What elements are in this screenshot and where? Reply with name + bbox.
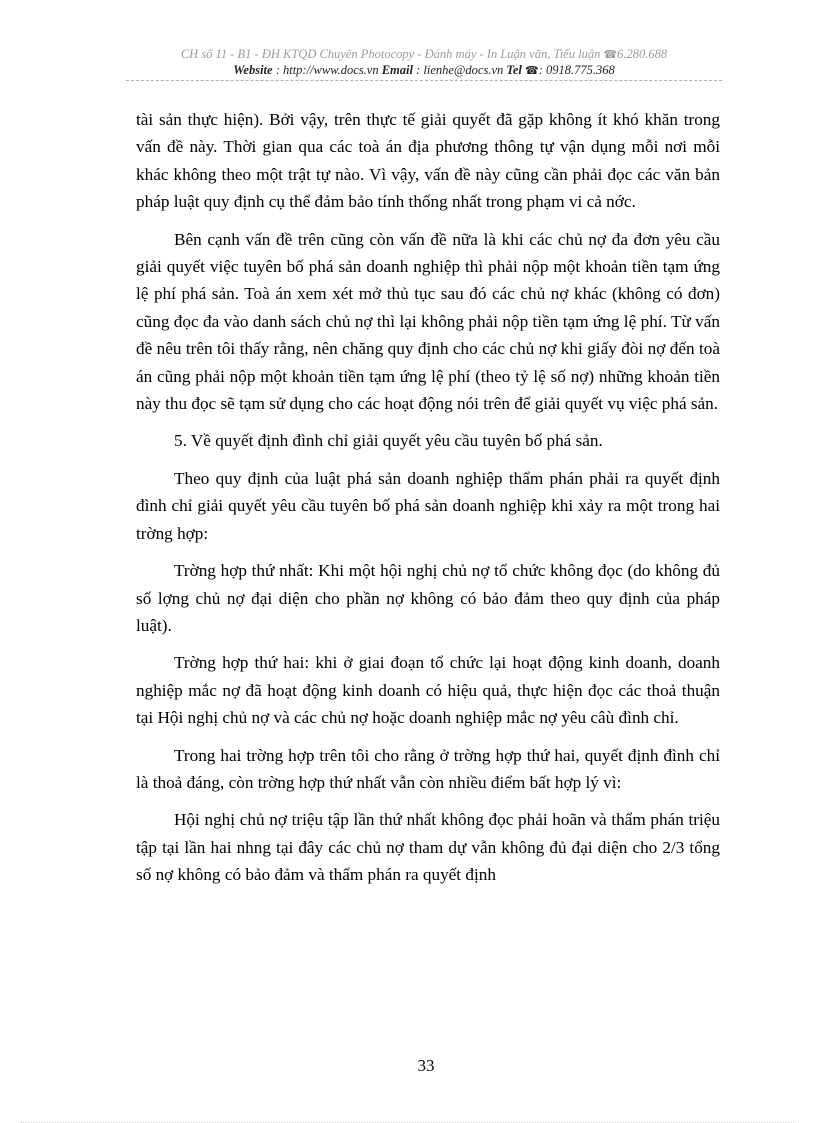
paragraph-4: Theo quy định của luật phá sản doanh nghiệp thẩm phán phải ra quyết định đình chỉ giải quyết yêu cầu tuyên bố phá sản doanh nghiệp khi xảy ra một trong hai trờng hợp: — [136, 468, 720, 543]
paragraph-8: Hội nghị chủ nợ triệu tập lần thứ nhất không đọc phải hoãn và thẩm phán triệu tập tại lần hai nhng tại đây các chủ nợ tham dự vẫn không đủ đại diện cho 2/3 tổng số nợ không có bảo đảm và thẩm phán ra quyết định — [136, 810, 720, 885]
tel-label: Tel — [506, 63, 522, 77]
website-link[interactable]: : http://www.docs.vn — [275, 63, 379, 77]
phone-icon: ☎ — [603, 49, 618, 61]
section-heading-5: 5. Về quyết định đình chỉ giải quyết yêu cầu tuyên bố phá sản. — [174, 431, 603, 451]
paragraph-5: Trờng hợp thứ nhất: Khi một hội nghị chủ nợ tổ chức không đọc (do không đủ số lợng chủ nợ đại diện cho phần nợ không có bảo đảm theo quy định của pháp luật). — [136, 561, 720, 635]
page-header — [126, 47, 722, 79]
website-label: Website — [233, 63, 273, 77]
tel-value: : 0918.775.368 — [538, 63, 615, 77]
paragraph-2: Bên cạnh vấn đề trên cũng còn vấn đề nữa là khi các chủ nợ đa đơn yêu cầu giải quyết việc tuyên bố phá sản doanh nghiệp thì phải nộp một khoản tiền tạm ứng lệ phí phá sản. Toà án xem xét mở thủ tục sau đó các chủ nợ khác (không có đơn) cũng đọc đa vào danh sách chủ nợ thì lại không phải nộp tiền tạm ứng lệ phí. Từ vấn đề nêu trên tôi thấy rằng, nên chăng quy định cho các chủ nợ khi giấy đòi nợ đến toà án cũng phải nộp một khoản tiền tạm ứng lệ phí (theo tỷ lệ số nợ) những khoản tiền này thu đọc sẽ tạm sử dụng cho các hoạt động nói trên để giải quyết vụ việc phá sản. — [136, 229, 720, 414]
paragraph-1: tài sản thực hiện). Bởi vậy, trên thực tế giải quyết đã gặp không ít khó khăn trong vấn đề này. Thời gian qua các toà án địa phương thông tự vận dụng mỗi nơi mỗi khác không theo một trật tự nào. Vì vậy, vấn đề này cũng cần phải đọc các văn bản pháp luật quy định cụ thể đảm bảo tính thống nhất trong phạm vi cả nớc. — [136, 110, 720, 212]
telephone-icon: ☎ — [525, 65, 539, 77]
email-label: Email — [381, 63, 413, 77]
page-number: 33 — [417, 1056, 435, 1075]
header-divider — [126, 80, 722, 81]
header-shop-text: CH số 11 - B1 - ĐH KTQD Chuyên Photocopy - Đánh máy - In Luận văn, Tiểu luận — [180, 47, 601, 61]
header-phone: 6.280.688 — [617, 47, 668, 61]
header-shop-line — [126, 47, 722, 63]
paragraph-7: Trong hai trờng hợp trên tôi cho rằng ở trờng hợp thứ hai, quyết định đình chỉ là thoả đáng, còn trờng hợp thứ nhất vẫn còn nhiều điểm bất hợp lý vì: — [136, 745, 720, 792]
header-contact-line — [126, 63, 722, 79]
document-body — [136, 106, 720, 899]
email-link[interactable]: : lienhe@docs.vn — [416, 63, 504, 77]
paragraph-6: Trờng hợp thứ hai: khi ở giai đoạn tổ chức lại hoạt động kinh doanh, doanh nghiệp mắc nợ đã hoạt động kinh doanh có hiệu quả, thực hiện đọc các thoả thuận tại Hội nghị chủ nợ và các chủ nợ hoặc doanh nghiệp mắc nợ yêu câù đình chỉ. — [136, 653, 720, 728]
